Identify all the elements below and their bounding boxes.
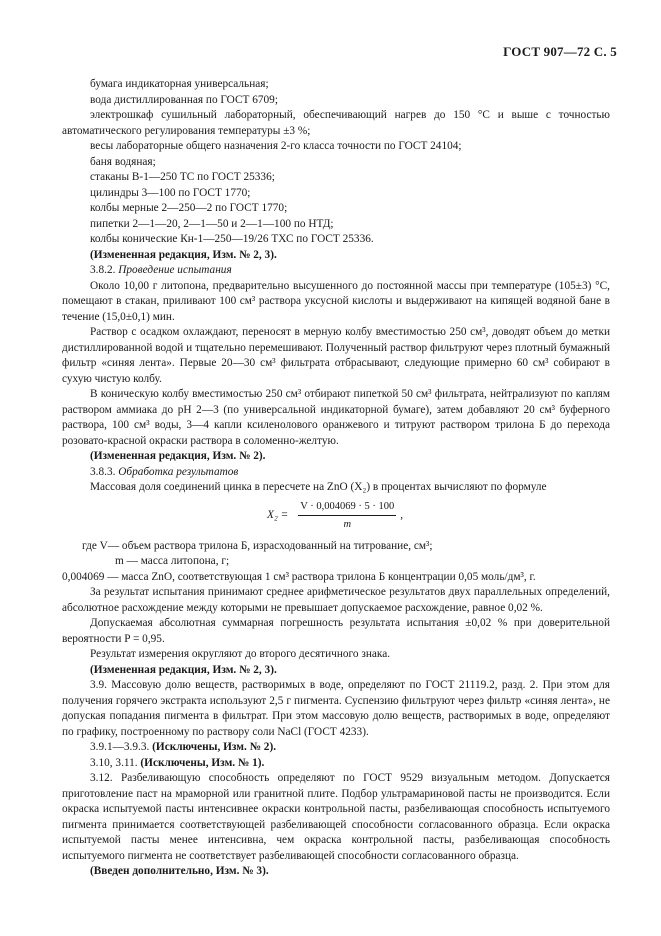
amendment-note: (Измененная редакция, Изм. № 2, 3). (90, 248, 277, 261)
section-title: Обработка результатов (118, 465, 239, 478)
clause-number: 3.10, 3.11. (90, 756, 138, 769)
list-item: вода дистиллированная по ГОСТ 6709; (90, 93, 278, 106)
list-item: цилиндры 3—100 по ГОСТ 1770; (90, 186, 251, 199)
list-item: колбы конические Кн-1—250—19/26 ТХС по ГОСТ 25336. (90, 233, 374, 245)
paragraph: В коническую колбу вместимостью 250 см³ отбирают пипеткой 50 см³ фильтрата, нейтрализуют по каплям раствором аммиака до рН 2—3 (по универсальной индикаторной бумаге), затем добавляют 20 см³ буферного раствора, 100 см³ воды, 3—4 капли ксиленолового оранжевого и титруют раствором трилона Б до перехода розовато-красной окраски раствора в соломенно-желтую. (62, 388, 610, 447)
formula-lhs: X₂ = (267, 508, 289, 521)
running-head: ГОСТ 907—72 С. 5 (503, 44, 617, 59)
formula-fraction (298, 499, 396, 533)
paragraph: Результат измерения округляют до второго десятичного знака. (90, 648, 391, 660)
amendment-note: (Измененная редакция, Изм. № 2). (90, 450, 266, 462)
formula-numerator: V · 0,004069 · 5 · 100 (298, 499, 396, 517)
section-heading (62, 263, 610, 279)
paragraph: Массовая доля соединений цинка в пересчете на ZnO (X₂) в процентах вычисляют по формуле (90, 481, 547, 493)
paragraph: Раствор с осадком охлаждают, переносят в мерную колбу вместимостью 250 см³, доводят объем до метки дистиллированной водой и тщательно перемешивают. Полученный раствор фильтруют через плотный бумажный фильтр «синяя лента». Первые 20—30 см³ фильтрата отбрасывают, следующие примерно 60 см³ собирают в сухую чистую колбу. (62, 326, 610, 385)
paragraph: Допускаемая абсолютная суммарная погрешность результата испытания ±0,02 % при доверительной вероятности P = 0,95. (62, 617, 610, 645)
formula (62, 499, 610, 533)
paragraph: 3.9. Массовую долю веществ, растворимых в воде, определяют по ГОСТ 21119.2, разд. 2. При этом для получения горячего экстракта используют 2,5 г пигмента. Суспензию фильтруют через фильтр «синяя лента», не допуская попадания пигмента в фильтрат. При этом массовую долю веществ, растворимых в воде, определяют по графику, построенному по раствору соли NaCl (ГОСТ 4233). (62, 679, 610, 738)
list-item: стаканы В-1—250 ТС по ГОСТ 25336; (90, 171, 275, 183)
formula-tail: , (400, 508, 404, 521)
amendment-note: (Исключены, Изм. № 1). (140, 756, 265, 769)
page-body (62, 77, 610, 880)
section-title: Проведение испытания (118, 264, 232, 276)
clause-number: 3.9.1—3.9.3. (90, 741, 150, 753)
list-item: пипетки 2—1—20, 2—1—50 и 2—1—100 по НТД; (90, 217, 334, 230)
amendment-note: (Введен дополнительно, Изм. № 3). (90, 865, 269, 877)
section-heading (62, 465, 610, 481)
paragraph: Около 10,00 г литопона, предварительно высушенного до постоянной массы при температуре (105±3) °С, помещают в стакан, приливают 100 см³ раствора уксусной кислоты и выдерживают на кипящей водяной бане в течение (15,0±0,1) мин. (62, 279, 610, 323)
list-item: колбы мерные 2—250—2 по ГОСТ 1770; (90, 202, 288, 214)
amendment-note: (Исключены, Изм. № 2). (152, 741, 277, 753)
clause-excluded (62, 740, 610, 756)
variable-definition: m — масса литопона, г; (115, 555, 230, 567)
section-number: 3.8.3. (90, 465, 116, 478)
paragraph: За результат испытания принимают среднее арифметическое результатов двух параллельных определений, абсолютное расхождение между которыми не превышает допускаемое расхождение, равное 0,02 %. (62, 586, 610, 614)
list-item: баня водяная; (90, 155, 156, 168)
clause-excluded (62, 756, 610, 772)
paragraph: 3.12. Разбеливающую способность определяют по ГОСТ 9529 визуальным методом. Допускается приготовление паст на мраморной или гранитной плите. Подбор ультрамариновой пасты не производится. Если окраска испытуемой пасты интенсивнее окраски контрольной пасты, разбеливающая способность испытуемого пигмента принимается соответствующей разбеливающей способности согласованного образца. Если окраска испытуемой пасты менее интенсивна, чем окраска контрольной пасты, разбеливающая способность испытуемого пигмента не соответствует разбеливающей способности согласованного образца. (62, 772, 610, 862)
section-number: 3.8.2. (90, 264, 116, 276)
list-item: бумага индикаторная универсальная; (90, 78, 269, 90)
list-item: весы лабораторные общего назначения 2-го класса точности по ГОСТ 24104; (90, 140, 462, 152)
list-item: электрошкаф сушильный лабораторный, обеспечивающий нагрев до 150 °С и выше с точностью автоматического регулирования температуры ±3 %; (62, 109, 610, 137)
variable-definition: 0,004069 — масса ZnO, соответствующая 1 см³ раствора трилона Б концентрации 0,05 моль/дм³, г. (62, 570, 536, 583)
variable-definition: где V— объем раствора трилона Б, израсходованный на титрование, см³; (82, 539, 433, 552)
amendment-note: (Измененная редакция, Изм. № 2, 3). (90, 663, 277, 676)
formula-denominator: m (343, 519, 352, 530)
